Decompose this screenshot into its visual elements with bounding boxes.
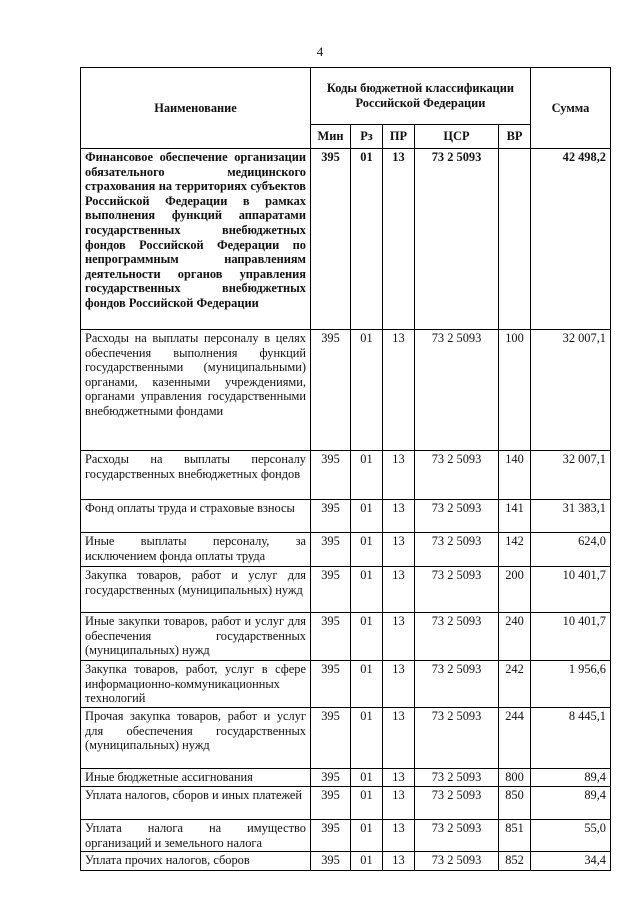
header-col-min: Мин — [311, 125, 351, 149]
header-codes-group: Коды бюджетной классификации Российской Федерации — [311, 68, 531, 125]
row-sum: 8 445,1 — [531, 708, 611, 769]
row-name: Иные бюджетные ассигнования — [81, 769, 311, 787]
row-name: Финансовое обеспечение организации обязательного медицинского страхования на территориях субъектов Российской Федерации в рамках выполнения функций аппаратами государственных внебюджетных фондов Российской Федерации по непрограммным направлениям деятельности органов управления государственных внебюджетных фондов Российской Федерации — [81, 149, 311, 330]
row-vr: 242 — [499, 661, 531, 708]
row-pr: 13 — [383, 613, 415, 661]
row-name: Уплата прочих налогов, сборов — [81, 852, 311, 871]
header-col-rz: Рз — [351, 125, 383, 149]
row-name: Иные выплаты персоналу, за исключением фонда оплаты труда — [81, 533, 311, 567]
row-pr: 13 — [383, 820, 415, 852]
row-csr: 73 2 5093 — [415, 330, 499, 451]
row-vr: 142 — [499, 533, 531, 567]
row-vr: 244 — [499, 708, 531, 769]
row-csr: 73 2 5093 — [415, 500, 499, 533]
row-min: 395 — [311, 330, 351, 451]
row-rz: 01 — [351, 451, 383, 500]
row-min: 395 — [311, 769, 351, 787]
row-name: Прочая закупка товаров, работ и услуг для обеспечения государственных (муниципальных) нужд — [81, 708, 311, 769]
row-rz: 01 — [351, 787, 383, 820]
row-min: 395 — [311, 149, 351, 330]
row-vr: 200 — [499, 567, 531, 613]
table-row — [81, 708, 611, 769]
row-rz: 01 — [351, 500, 383, 533]
row-pr: 13 — [383, 567, 415, 613]
row-sum: 31 383,1 — [531, 500, 611, 533]
row-csr: 73 2 5093 — [415, 852, 499, 871]
row-sum: 89,4 — [531, 787, 611, 820]
row-csr: 73 2 5093 — [415, 567, 499, 613]
row-min: 395 — [311, 533, 351, 567]
row-name: Иные закупки товаров, работ и услуг для обеспечения государственных (муниципальных) нужд — [81, 613, 311, 661]
row-name: Закупка товаров, работ, услуг в сфере информационно-коммуникационных технологий — [81, 661, 311, 708]
row-rz: 01 — [351, 149, 383, 330]
row-sum: 42 498,2 — [531, 149, 611, 330]
table-row — [81, 852, 611, 871]
row-min: 395 — [311, 451, 351, 500]
row-csr: 73 2 5093 — [415, 661, 499, 708]
row-csr: 73 2 5093 — [415, 820, 499, 852]
row-min: 395 — [311, 613, 351, 661]
row-name: Закупка товаров, работ и услуг для государственных (муниципальных) нужд — [81, 567, 311, 613]
row-rz: 01 — [351, 613, 383, 661]
row-vr: 141 — [499, 500, 531, 533]
row-pr: 13 — [383, 708, 415, 769]
table-row — [81, 661, 611, 708]
row-csr: 73 2 5093 — [415, 613, 499, 661]
row-sum: 32 007,1 — [531, 451, 611, 500]
row-name: Расходы на выплаты персоналу в целях обеспечения выполнения функций государственными (муниципальными) органами, казенными учреждениями, органами управления государственными внебюджетными фондами — [81, 330, 311, 451]
row-sum: 89,4 — [531, 769, 611, 787]
row-pr: 13 — [383, 769, 415, 787]
row-sum: 10 401,7 — [531, 613, 611, 661]
row-vr: 851 — [499, 820, 531, 852]
row-rz: 01 — [351, 820, 383, 852]
budget-classification-table — [80, 67, 611, 871]
header-col-pr: ПР — [383, 125, 415, 149]
row-pr: 13 — [383, 661, 415, 708]
page-number: 4 — [316, 44, 324, 59]
row-csr: 73 2 5093 — [415, 533, 499, 567]
row-name: Расходы на выплаты персоналу государственных внебюджетных фондов — [81, 451, 311, 500]
table-row — [81, 787, 611, 820]
header-col-vr: ВР — [499, 125, 531, 149]
row-csr: 73 2 5093 — [415, 708, 499, 769]
row-csr: 73 2 5093 — [415, 787, 499, 820]
row-sum: 10 401,7 — [531, 567, 611, 613]
row-sum: 34,4 — [531, 852, 611, 871]
table-row — [81, 567, 611, 613]
row-min: 395 — [311, 852, 351, 871]
row-min: 395 — [311, 567, 351, 613]
row-csr: 73 2 5093 — [415, 149, 499, 330]
table-row — [81, 149, 611, 330]
row-pr: 13 — [383, 149, 415, 330]
row-rz: 01 — [351, 567, 383, 613]
row-name: Уплата налогов, сборов и иных платежей — [81, 787, 311, 820]
row-vr: 800 — [499, 769, 531, 787]
header-sum: Сумма — [531, 68, 611, 149]
row-csr: 73 2 5093 — [415, 451, 499, 500]
row-pr: 13 — [383, 533, 415, 567]
table-row — [81, 769, 611, 787]
row-pr: 13 — [383, 451, 415, 500]
row-rz: 01 — [351, 661, 383, 708]
table-row — [81, 533, 611, 567]
row-vr: 100 — [499, 330, 531, 451]
row-rz: 01 — [351, 852, 383, 871]
row-vr: 850 — [499, 787, 531, 820]
row-rz: 01 — [351, 769, 383, 787]
row-rz: 01 — [351, 533, 383, 567]
header-col-csr: ЦСР — [415, 125, 499, 149]
row-pr: 13 — [383, 787, 415, 820]
row-min: 395 — [311, 708, 351, 769]
row-vr: 140 — [499, 451, 531, 500]
table-row — [81, 500, 611, 533]
header-name: Наименование — [81, 68, 311, 149]
table-row — [81, 330, 611, 451]
row-name: Уплата налога на имущество организаций и земельного налога — [81, 820, 311, 852]
row-sum: 1 956,6 — [531, 661, 611, 708]
row-sum: 55,0 — [531, 820, 611, 852]
row-min: 395 — [311, 661, 351, 708]
row-min: 395 — [311, 500, 351, 533]
row-sum: 624,0 — [531, 533, 611, 567]
row-pr: 13 — [383, 330, 415, 451]
row-pr: 13 — [383, 500, 415, 533]
row-vr — [499, 149, 531, 330]
table-row — [81, 451, 611, 500]
row-name: Фонд оплаты труда и страховые взносы — [81, 500, 311, 533]
table-row — [81, 820, 611, 852]
row-csr: 73 2 5093 — [415, 769, 499, 787]
row-rz: 01 — [351, 708, 383, 769]
row-vr: 852 — [499, 852, 531, 871]
row-min: 395 — [311, 787, 351, 820]
row-min: 395 — [311, 820, 351, 852]
row-sum: 32 007,1 — [531, 330, 611, 451]
row-pr: 13 — [383, 852, 415, 871]
row-vr: 240 — [499, 613, 531, 661]
row-rz: 01 — [351, 330, 383, 451]
table-row — [81, 613, 611, 661]
